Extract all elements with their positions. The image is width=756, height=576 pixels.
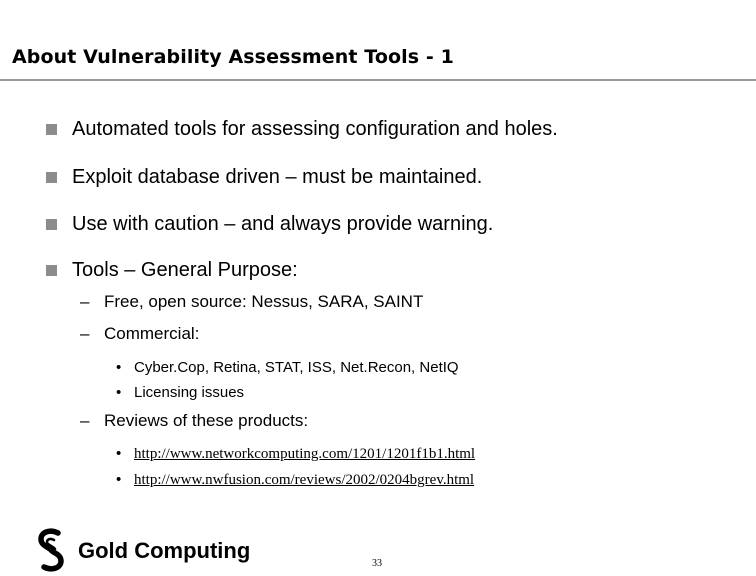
gold-computing-s-logo-icon: [34, 528, 68, 572]
dash-bullet-icon: –: [80, 292, 90, 311]
bullet-item: [46, 166, 482, 189]
bullet-item: [46, 213, 493, 236]
square-bullet-icon: [46, 172, 57, 183]
square-bullet-icon: [46, 265, 57, 276]
sub-sub-bullet-text: Cyber.Cop, Retina, STAT, ISS, Net.Recon, NetIQ: [134, 359, 459, 376]
sub-sub-bullet: [116, 384, 244, 401]
sub-bullet-text: Free, open source: Nessus, SARA, SAINT: [104, 292, 424, 311]
sub-sub-bullet: [116, 471, 474, 489]
page-number: 33: [372, 558, 382, 569]
bullet-text: Use with caution – and always provide warning.: [72, 213, 494, 235]
sub-sub-bullet: [116, 445, 475, 463]
square-bullet-icon: [46, 124, 57, 135]
brand-name: Gold Computing: [78, 538, 251, 563]
sub-sub-bullet: [116, 359, 459, 376]
bullet-text: Automated tools for assessing configuration and holes.: [72, 118, 558, 140]
square-bullet-icon: [46, 219, 57, 230]
review-link[interactable]: http://www.networkcomputing.com/1201/1201f1b1.html: [134, 446, 476, 462]
dash-bullet-icon: –: [80, 411, 90, 430]
bullet-text: Tools – General Purpose:: [72, 259, 298, 281]
bullet-item: [46, 259, 298, 282]
sub-bullet-free: [80, 292, 423, 312]
sub-bullet-reviews: [80, 411, 308, 431]
sub-bullet-text: Commercial:: [104, 324, 200, 343]
dot-bullet-icon: •: [116, 471, 122, 488]
sub-bullet-text: Reviews of these products:: [104, 411, 309, 430]
slide-title: About Vulnerability Assessment Tools - 1: [12, 46, 454, 68]
sub-bullet-commercial: [80, 324, 199, 344]
bullet-text: Exploit database driven – must be maintained.: [72, 166, 483, 188]
sub-sub-bullet-text: Licensing issues: [134, 384, 245, 401]
dot-bullet-icon: •: [116, 445, 122, 462]
bullet-item: [46, 118, 558, 141]
review-link[interactable]: http://www.nwfusion.com/reviews/2002/0204bgrev.html: [134, 472, 475, 488]
title-divider: [0, 79, 756, 81]
dash-bullet-icon: –: [80, 324, 90, 343]
dot-bullet-icon: •: [116, 359, 122, 376]
dot-bullet-icon: •: [116, 384, 122, 401]
